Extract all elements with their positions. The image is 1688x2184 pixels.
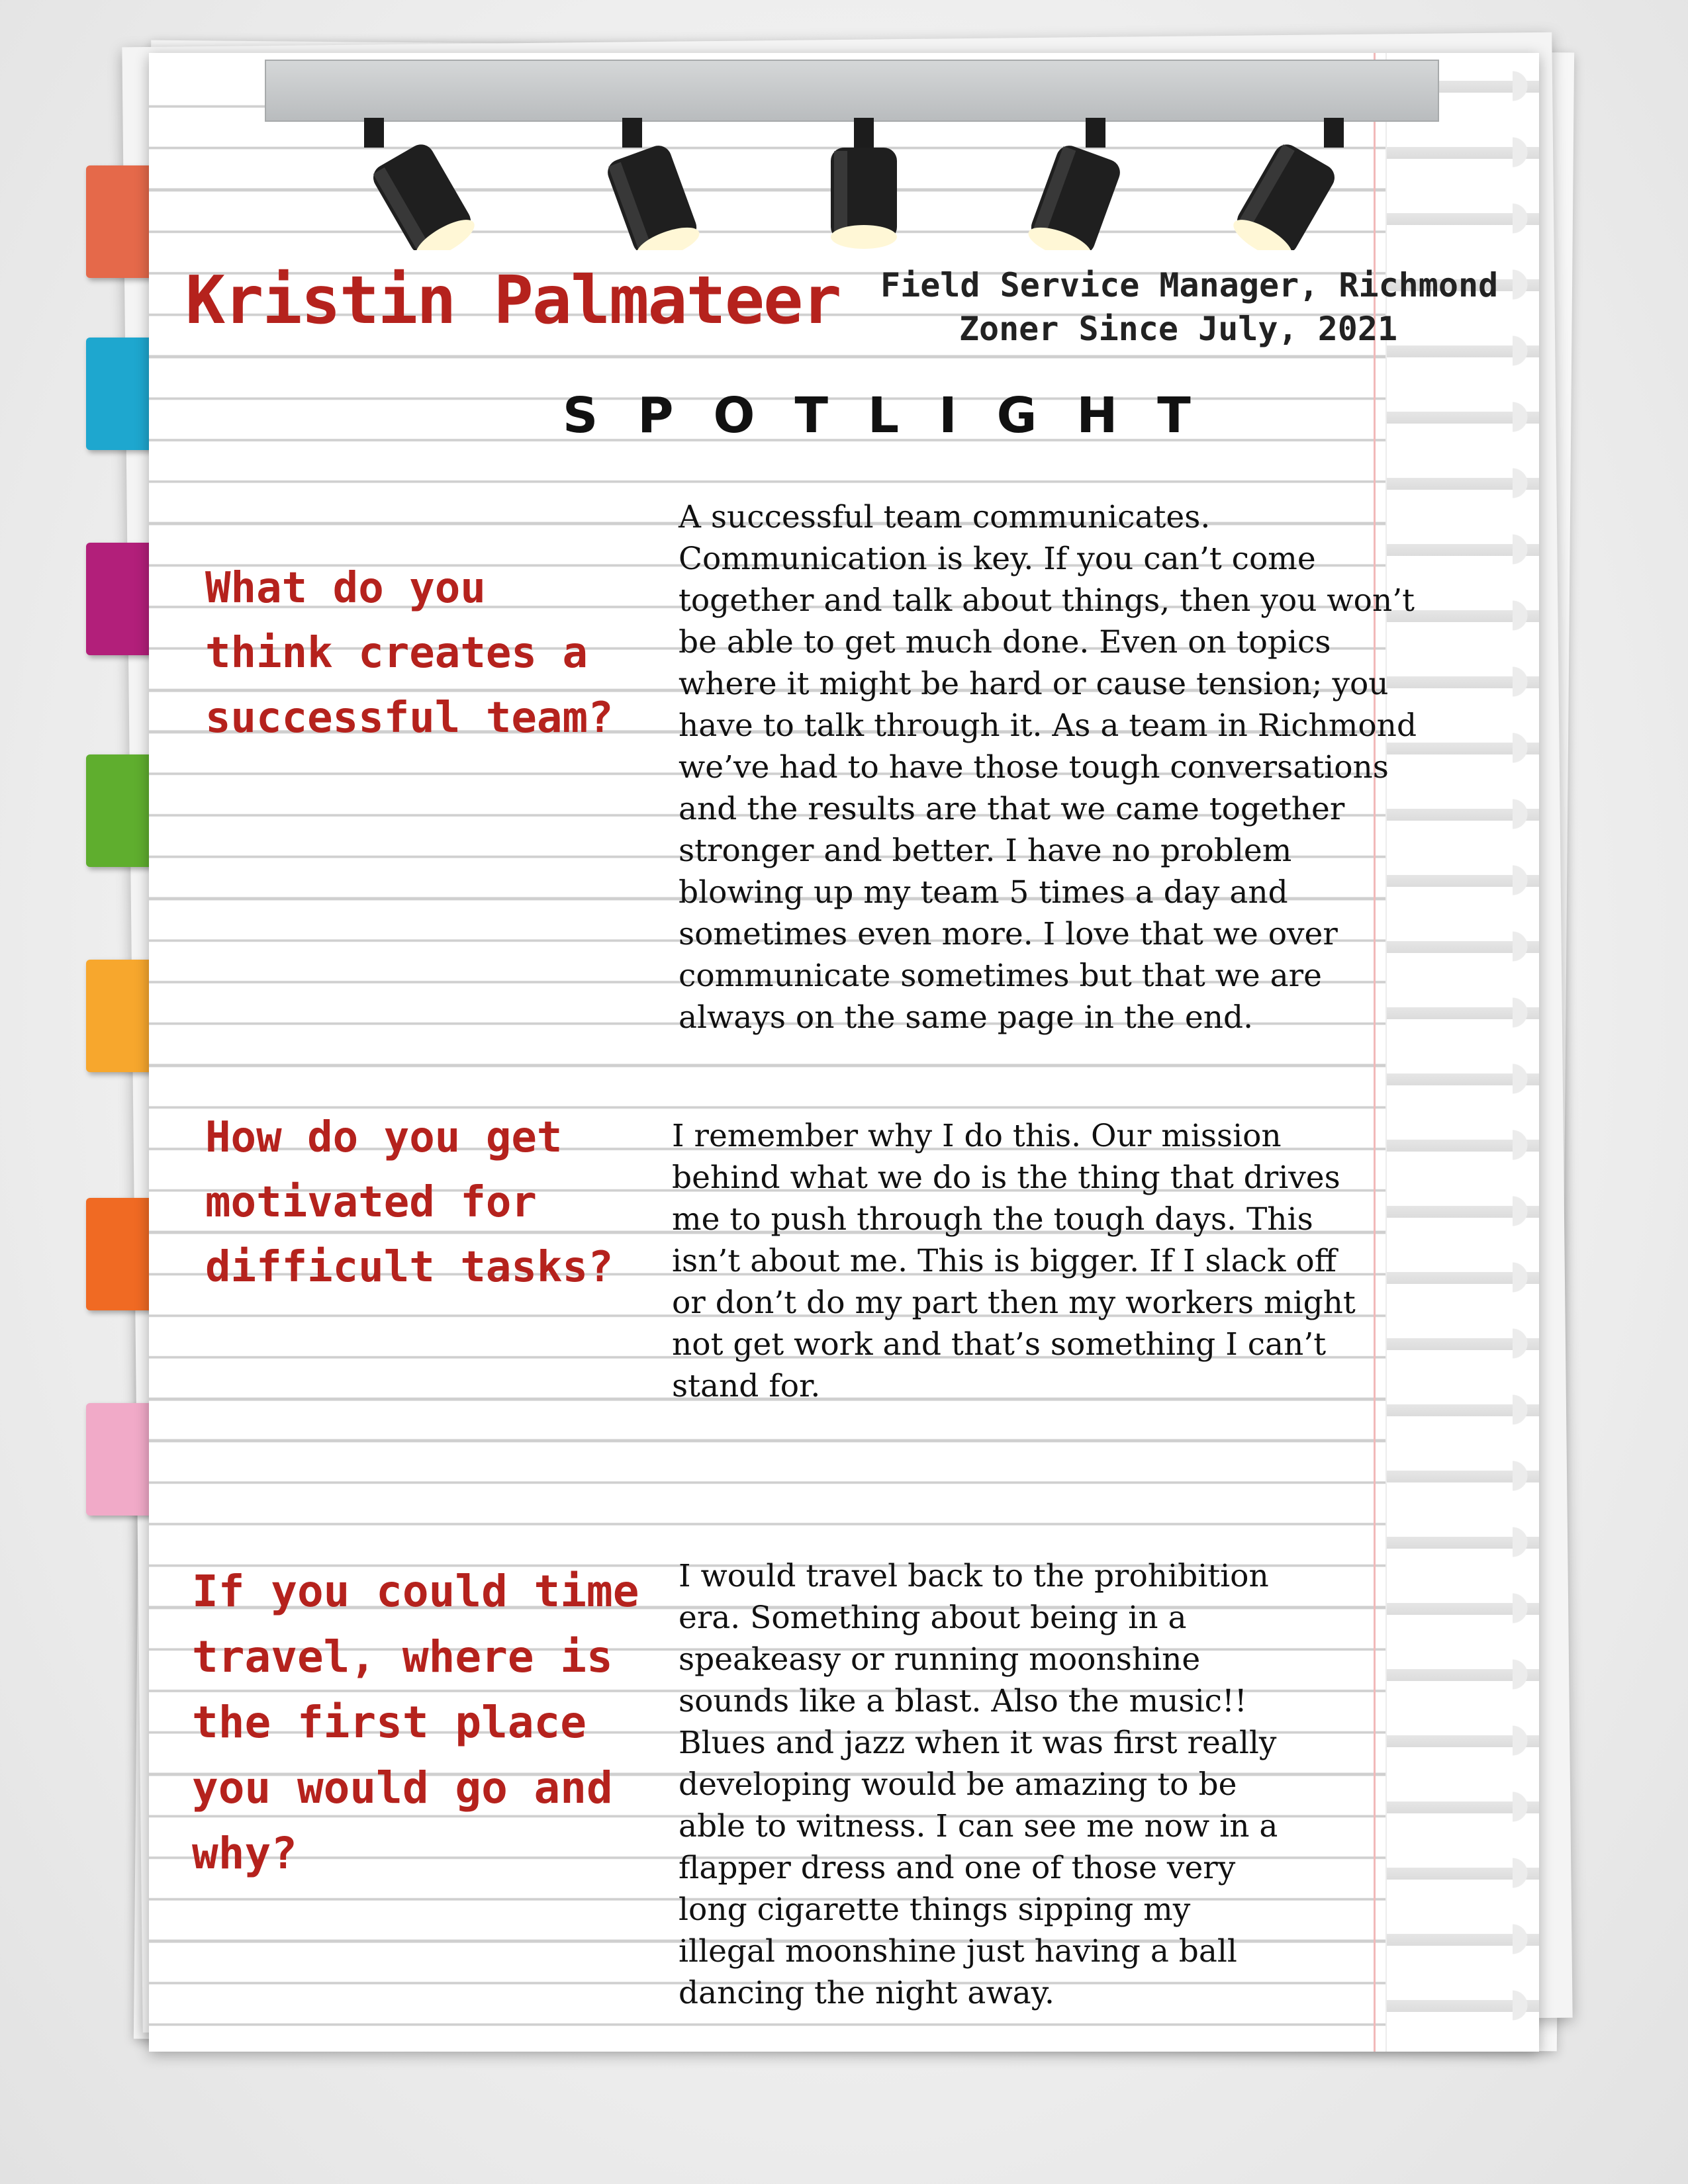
question-2: How do you get motivated for difficult tasks?: [205, 1113, 614, 1292]
spotlight-icon: [1013, 118, 1145, 250]
index-tab-yellow: [86, 960, 159, 1072]
answer-3: I would travel back to the prohibition era. Something about being in a speakeasy or running moonshine sounds like a blast. Also the music!! Blues and jazz when it was first really developing would be amazing to be able to witness. I can see me now in a flapper dress and one of those very long cigarette things sipping my illegal moonshine just having a ball dancing the night away.: [679, 1558, 1278, 2011]
answer-1: A successful team communicates. Communication is key. If you can’t come together and talk about things, then you won’t be able to get much done. Even on topics where it might be hard or cause tension; you have to talk through it. As a team in Richmond we’ve had to have those tough conversations and the results are that we came together stronger and better. I have no problem blowing up my team 5 times a day and sometimes even more. I love that we over communicate sometimes but that we are always on the same page in the end.: [679, 499, 1417, 1036]
spotlight-icon: [583, 118, 715, 250]
section-title: SPOTLIGHT: [563, 387, 1231, 444]
employee-name: Kristin Palmateer: [185, 261, 841, 339]
margin-line: [1374, 53, 1376, 2052]
index-tab-blue: [86, 338, 159, 450]
role-title: Field Service Manager, Richmond: [880, 266, 1499, 304]
employee-role: [880, 263, 1499, 351]
question-3: If you could time travel, where is the first place you would go and why?: [192, 1566, 639, 1879]
tenure: Zoner Since July, 2021: [959, 310, 1398, 348]
index-tab-green: [86, 754, 159, 867]
spotlight-icon: [798, 118, 930, 250]
torn-edge: [1385, 53, 1539, 2052]
index-tab-orange: [86, 165, 159, 278]
index-tab-pink: [86, 1403, 159, 1516]
light-track: [265, 60, 1439, 122]
index-tab-magenta: [86, 543, 159, 655]
spotlight-icon: [351, 118, 483, 250]
question-1: What do you think creates a successful team?: [205, 564, 614, 743]
answer-2: I remember why I do this. Our mission behind what we do is the thing that drives me to push through the tough days. This isn’t about me. This is bigger. If I slack off or don’t do my part then my workers might not get work and that’s something I can’t stand for.: [672, 1118, 1356, 1404]
spotlight-icon: [1225, 118, 1357, 250]
index-tab-red-orange: [86, 1198, 159, 1310]
